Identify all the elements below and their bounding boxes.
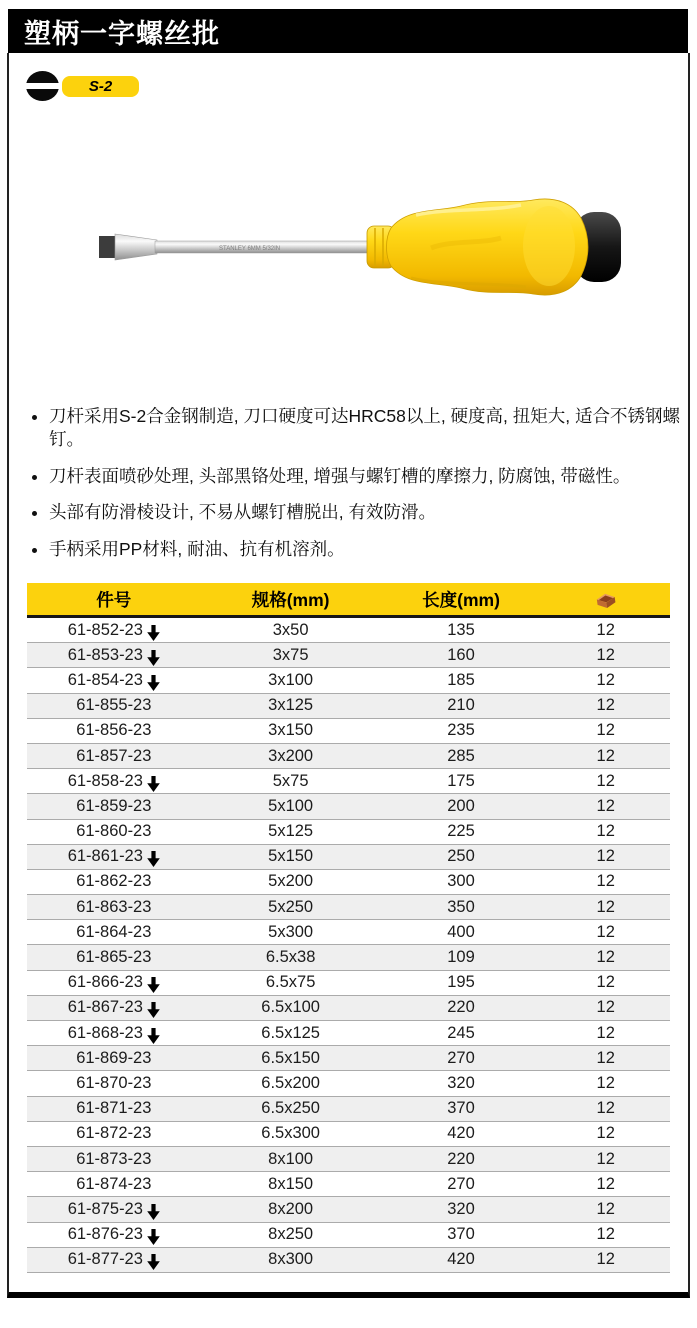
part-number-cell [27, 1096, 201, 1121]
length-cell: 160 [381, 643, 542, 668]
part-number-cell [27, 643, 201, 668]
down-arrow-icon [147, 625, 160, 641]
table-row [27, 995, 670, 1020]
qty-cell: 12 [541, 1071, 670, 1096]
spec-cell: 5x150 [201, 844, 381, 869]
part-number-cell [27, 945, 201, 970]
part-number: 61-863-23 [76, 897, 152, 916]
spec-cell: 5x250 [201, 895, 381, 920]
length-cell: 235 [381, 718, 542, 743]
spec-cell: 8x150 [201, 1172, 381, 1197]
feature-item: • 手柄采用PP材料, 耐油、抗有机溶剂。 [49, 538, 697, 561]
spec-cell: 3x200 [201, 743, 381, 768]
length-cell: 320 [381, 1071, 542, 1096]
spec-cell: 6.5x300 [201, 1121, 381, 1146]
down-arrow-icon [147, 675, 160, 691]
qty-cell: 12 [541, 869, 670, 894]
length-cell: 270 [381, 1046, 542, 1071]
part-number: 61-864-23 [76, 922, 152, 941]
qty-cell: 12 [541, 844, 670, 869]
table-row [27, 844, 670, 869]
page-title-bar [8, 9, 688, 53]
table-row [27, 1146, 670, 1171]
qty-cell: 12 [541, 743, 670, 768]
table-row [27, 1021, 670, 1046]
spec-cell: 6.5x38 [201, 945, 381, 970]
length-cell: 350 [381, 895, 542, 920]
length-cell: 285 [381, 743, 542, 768]
part-number-cell [27, 1146, 201, 1171]
table-row [27, 1247, 670, 1272]
content-frame [7, 53, 690, 1298]
part-number: 61-873-23 [76, 1149, 152, 1168]
part-number-cell [27, 1197, 201, 1222]
table-row [27, 643, 670, 668]
qty-cell: 12 [541, 1197, 670, 1222]
length-cell: 420 [381, 1247, 542, 1272]
qty-cell: 12 [541, 970, 670, 995]
part-number: 61-853-23 [67, 645, 143, 664]
qty-cell: 12 [541, 819, 670, 844]
part-number: 61-862-23 [76, 872, 152, 891]
part-number-cell [27, 970, 201, 995]
part-number: 61-852-23 [67, 620, 143, 639]
part-number: 61-856-23 [76, 721, 152, 740]
part-number-cell [27, 844, 201, 869]
col-header-pack-qty [541, 583, 670, 617]
part-number-cell [27, 1172, 201, 1197]
spec-cell: 5x200 [201, 869, 381, 894]
table-row [27, 1172, 670, 1197]
table-row [27, 1046, 670, 1071]
length-cell: 245 [381, 1021, 542, 1046]
spec-cell: 3x100 [201, 668, 381, 693]
col-header-part-number: 件号 [27, 583, 201, 617]
down-arrow-icon [147, 851, 160, 867]
feature-item: • 刀杆采用S-2合金钢制造, 刀口硬度可达HRC58以上, 硬度高, 扭矩大, 适合不锈钢螺钉。 [49, 405, 697, 451]
length-cell: 420 [381, 1121, 542, 1146]
part-number-cell [27, 769, 201, 794]
qty-cell: 12 [541, 945, 670, 970]
spec-cell: 8x100 [201, 1146, 381, 1171]
length-cell: 210 [381, 693, 542, 718]
part-number-cell [27, 743, 201, 768]
product-image-screwdriver [71, 188, 623, 306]
length-cell: 400 [381, 920, 542, 945]
length-cell: 220 [381, 995, 542, 1020]
part-number: 61-867-23 [67, 998, 143, 1017]
length-cell: 250 [381, 844, 542, 869]
table-row [27, 769, 670, 794]
qty-cell: 12 [541, 668, 670, 693]
table-row [27, 895, 670, 920]
feature-item: • 头部有防滑棱设计, 不易从螺钉槽脱出, 有效防滑。 [49, 501, 697, 524]
qty-cell: 12 [541, 1096, 670, 1121]
length-cell: 185 [381, 668, 542, 693]
part-number: 61-860-23 [76, 822, 152, 841]
spec-cell: 6.5x75 [201, 970, 381, 995]
part-number-cell [27, 920, 201, 945]
qty-cell: 12 [541, 693, 670, 718]
part-number: 61-876-23 [67, 1225, 143, 1244]
spec-cell: 6.5x125 [201, 1021, 381, 1046]
part-number: 61-869-23 [76, 1048, 152, 1067]
blade-tip [99, 236, 117, 258]
part-number: 61-868-23 [67, 1023, 143, 1042]
part-number-cell [27, 693, 201, 718]
slotted-screw-tip-icon [26, 71, 59, 101]
part-number: 61-872-23 [76, 1124, 152, 1143]
part-number: 61-861-23 [67, 847, 143, 866]
spec-cell: 8x300 [201, 1247, 381, 1272]
spec-cell: 3x50 [272, 620, 309, 639]
feature-list [23, 405, 697, 574]
spec-cell: 5x100 [201, 794, 381, 819]
feature-item: • 刀杆表面喷砂处理, 头部黑铬处理, 增强与螺钉槽的摩擦力, 防腐蚀, 带磁性。 [49, 465, 697, 488]
part-number-cell [27, 819, 201, 844]
qty-cell: 12 [541, 718, 670, 743]
steel-grade-badge: S-2 [62, 76, 139, 97]
table-row [27, 617, 670, 643]
table-row [27, 920, 670, 945]
qty-cell: 12 [541, 895, 670, 920]
length-cell: 135 [447, 620, 475, 639]
spec-cell: 3x75 [201, 643, 381, 668]
part-number-cell [27, 1071, 201, 1096]
spec-table [27, 583, 670, 1273]
down-arrow-icon [147, 1254, 160, 1270]
spec-cell: 6.5x100 [201, 995, 381, 1020]
part-number: 61-870-23 [76, 1073, 152, 1092]
table-row [27, 1222, 670, 1247]
page-title: 塑柄一字螺丝批 [24, 18, 220, 49]
table-row [27, 693, 670, 718]
part-number: 61-877-23 [67, 1250, 143, 1269]
screwdriver-illustration [71, 188, 623, 306]
table-row [27, 668, 670, 693]
qty-cell: 12 [541, 995, 670, 1020]
down-arrow-icon [147, 650, 160, 666]
length-cell: 370 [381, 1096, 542, 1121]
down-arrow-icon [147, 1028, 160, 1044]
col-header-length: 长度(mm) [381, 583, 542, 617]
spec-cell: 6.5x150 [201, 1046, 381, 1071]
part-number-cell [27, 718, 201, 743]
qty-cell: 12 [541, 1172, 670, 1197]
part-number-cell [27, 617, 201, 643]
part-number-cell [27, 895, 201, 920]
blade-print-text: STANLEY 6MM 5/32IN [219, 246, 281, 252]
part-number-cell [27, 869, 201, 894]
length-cell: 200 [381, 794, 542, 819]
part-number-cell [27, 1222, 201, 1247]
part-number-cell [27, 794, 201, 819]
part-number-cell [27, 1021, 201, 1046]
carton-box-icon [594, 591, 618, 609]
qty-cell: 12 [541, 920, 670, 945]
part-number: 61-855-23 [76, 696, 152, 715]
qty-cell: 12 [541, 794, 670, 819]
length-cell: 220 [381, 1146, 542, 1171]
part-number: 61-858-23 [67, 771, 143, 790]
length-cell: 320 [381, 1197, 542, 1222]
qty-cell: 12 [541, 1121, 670, 1146]
down-arrow-icon [147, 1204, 160, 1220]
spec-cell: 3x125 [201, 693, 381, 718]
spec-cell: 8x200 [201, 1197, 381, 1222]
part-number: 61-875-23 [67, 1199, 143, 1218]
length-cell: 300 [381, 869, 542, 894]
table-row [27, 869, 670, 894]
table-row [27, 1197, 670, 1222]
table-row [27, 743, 670, 768]
table-row [27, 945, 670, 970]
spec-cell: 6.5x200 [201, 1071, 381, 1096]
part-number: 61-865-23 [76, 948, 152, 967]
qty-cell: 12 [541, 1021, 670, 1046]
spec-cell: 8x250 [201, 1222, 381, 1247]
part-number-cell [27, 1247, 201, 1272]
spec-cell: 3x150 [201, 718, 381, 743]
qty-cell: 12 [541, 1247, 670, 1272]
spec-cell: 5x75 [201, 769, 381, 794]
length-cell: 225 [381, 819, 542, 844]
qty-cell: 12 [541, 769, 670, 794]
length-cell: 270 [381, 1172, 542, 1197]
qty-cell: 12 [541, 643, 670, 668]
part-number-cell [27, 995, 201, 1020]
spec-cell: 5x300 [201, 920, 381, 945]
length-cell: 370 [381, 1222, 542, 1247]
part-number-cell [27, 1046, 201, 1071]
length-cell: 109 [381, 945, 542, 970]
spec-cell: 6.5x250 [201, 1096, 381, 1121]
table-row [27, 1121, 670, 1146]
part-number: 61-859-23 [76, 796, 152, 815]
part-number-cell [27, 668, 201, 693]
down-arrow-icon [147, 776, 160, 792]
part-number: 61-857-23 [76, 746, 152, 765]
table-row [27, 1096, 670, 1121]
qty-cell: 12 [596, 620, 615, 639]
qty-cell: 12 [541, 1146, 670, 1171]
down-arrow-icon [147, 977, 160, 993]
part-number: 61-871-23 [76, 1099, 152, 1118]
part-number: 61-874-23 [76, 1174, 152, 1193]
table-row [27, 1071, 670, 1096]
qty-cell: 12 [541, 1046, 670, 1071]
spec-cell: 5x125 [201, 819, 381, 844]
table-row [27, 718, 670, 743]
table-row [27, 819, 670, 844]
part-number: 61-854-23 [67, 670, 143, 689]
part-number-cell [27, 1121, 201, 1146]
qty-cell: 12 [541, 1222, 670, 1247]
part-number: 61-866-23 [67, 973, 143, 992]
length-cell: 175 [381, 769, 542, 794]
col-header-spec: 规格(mm) [201, 583, 381, 617]
table-row [27, 970, 670, 995]
down-arrow-icon [147, 1229, 160, 1245]
table-header-row [27, 583, 670, 617]
table-row [27, 794, 670, 819]
down-arrow-icon [147, 1002, 160, 1018]
length-cell: 195 [381, 970, 542, 995]
